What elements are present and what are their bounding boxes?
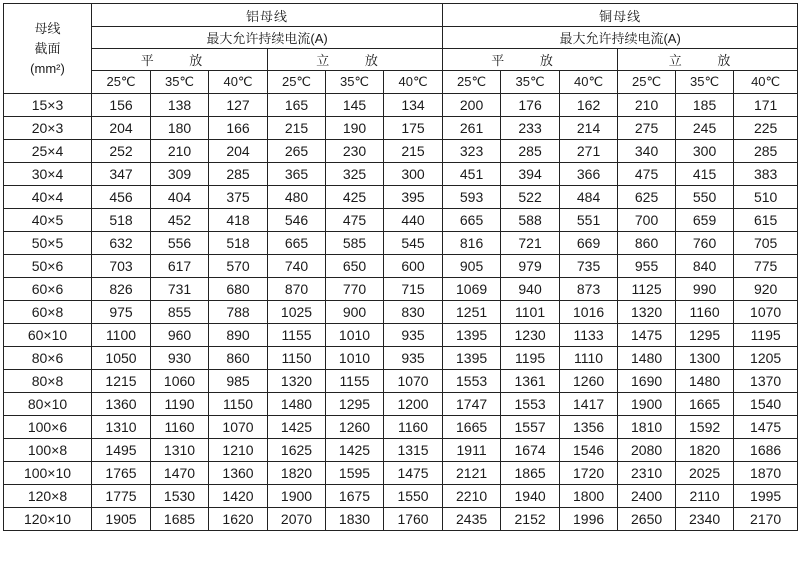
current-value-cell: 1495 <box>92 439 151 462</box>
current-value-cell: 1320 <box>618 301 676 324</box>
current-value-cell: 261 <box>443 117 501 140</box>
section-header <box>4 4 92 94</box>
current-value-cell: 1150 <box>268 347 326 370</box>
current-value-cell: 204 <box>209 140 268 163</box>
current-value-cell: 593 <box>443 186 501 209</box>
current-value-cell: 2210 <box>443 485 501 508</box>
current-value-cell: 1425 <box>268 416 326 439</box>
current-value-cell: 347 <box>92 163 151 186</box>
table-row <box>4 324 798 347</box>
current-value-cell: 669 <box>560 232 618 255</box>
current-value-cell: 546 <box>268 209 326 232</box>
table-row <box>4 94 798 117</box>
current-value-cell: 265 <box>268 140 326 163</box>
current-value-cell: 1010 <box>326 347 384 370</box>
current-value-cell: 1625 <box>268 439 326 462</box>
current-value-cell: 1620 <box>209 508 268 531</box>
current-value-cell: 840 <box>676 255 734 278</box>
current-value-cell: 975 <box>92 301 151 324</box>
current-value-cell: 1070 <box>384 370 443 393</box>
current-value-cell: 2110 <box>676 485 734 508</box>
table-row <box>4 186 798 209</box>
current-value-cell: 550 <box>676 186 734 209</box>
current-value-cell: 1160 <box>384 416 443 439</box>
current-value-cell: 230 <box>326 140 384 163</box>
current-value-cell: 870 <box>268 278 326 301</box>
current-value-cell: 1480 <box>268 393 326 416</box>
busbar-current-table-container <box>3 3 798 531</box>
table-row <box>4 462 798 485</box>
busbar-size-cell: 80×6 <box>4 347 92 370</box>
busbar-size-cell: 30×4 <box>4 163 92 186</box>
current-value-cell: 1553 <box>443 370 501 393</box>
current-value-cell: 1665 <box>443 416 501 439</box>
current-value-cell: 375 <box>209 186 268 209</box>
current-value-cell: 1295 <box>326 393 384 416</box>
current-value-cell: 990 <box>676 278 734 301</box>
current-value-cell: 1190 <box>151 393 209 416</box>
current-value-cell: 1592 <box>676 416 734 439</box>
busbar-size-cell: 25×4 <box>4 140 92 163</box>
current-value-cell: 200 <box>443 94 501 117</box>
table-row <box>4 393 798 416</box>
current-value-cell: 1315 <box>384 439 443 462</box>
current-value-cell: 1295 <box>676 324 734 347</box>
copper-flat-temp-header: 25℃ <box>443 71 501 94</box>
current-value-cell: 1417 <box>560 393 618 416</box>
current-value-cell: 1070 <box>734 301 798 324</box>
current-value-cell: 1480 <box>618 347 676 370</box>
aluminum-busbar-header: 铝母线 <box>92 4 443 27</box>
current-value-cell: 735 <box>560 255 618 278</box>
current-value-cell: 171 <box>734 94 798 117</box>
current-value-cell: 518 <box>209 232 268 255</box>
current-value-cell: 1100 <box>92 324 151 347</box>
copper-vertical-temp-header: 35℃ <box>676 71 734 94</box>
current-value-cell: 2152 <box>501 508 560 531</box>
current-value-cell: 190 <box>326 117 384 140</box>
current-value-cell: 518 <box>92 209 151 232</box>
current-value-cell: 138 <box>151 94 209 117</box>
current-value-cell: 285 <box>734 140 798 163</box>
current-value-cell: 1820 <box>676 439 734 462</box>
busbar-size-cell: 40×5 <box>4 209 92 232</box>
current-value-cell: 1674 <box>501 439 560 462</box>
current-value-cell: 325 <box>326 163 384 186</box>
current-value-cell: 770 <box>326 278 384 301</box>
current-value-cell: 2121 <box>443 462 501 485</box>
current-value-cell: 890 <box>209 324 268 347</box>
current-value-cell: 2310 <box>618 462 676 485</box>
current-value-cell: 2080 <box>618 439 676 462</box>
current-value-cell: 1996 <box>560 508 618 531</box>
current-value-cell: 1070 <box>209 416 268 439</box>
current-value-cell: 1310 <box>151 439 209 462</box>
current-value-cell: 585 <box>326 232 384 255</box>
current-value-cell: 705 <box>734 232 798 255</box>
current-value-cell: 700 <box>618 209 676 232</box>
current-value-cell: 300 <box>384 163 443 186</box>
busbar-size-cell: 60×8 <box>4 301 92 324</box>
copper-max-current-header: 最大允许持续电流(A) <box>443 27 798 49</box>
current-value-cell: 1470 <box>151 462 209 485</box>
current-value-cell: 1480 <box>676 370 734 393</box>
current-value-cell: 1760 <box>384 508 443 531</box>
table-row <box>4 347 798 370</box>
current-value-cell: 1720 <box>560 462 618 485</box>
current-value-cell: 1025 <box>268 301 326 324</box>
current-value-cell: 245 <box>676 117 734 140</box>
current-value-cell: 1395 <box>443 347 501 370</box>
current-value-cell: 204 <box>92 117 151 140</box>
busbar-size-cell: 20×3 <box>4 117 92 140</box>
section-header-unit: (mm²) <box>30 60 65 76</box>
current-value-cell: 1900 <box>618 393 676 416</box>
table-row <box>4 255 798 278</box>
busbar-size-cell: 100×10 <box>4 462 92 485</box>
current-value-cell: 440 <box>384 209 443 232</box>
busbar-size-cell: 50×5 <box>4 232 92 255</box>
table-row <box>4 439 798 462</box>
current-value-cell: 383 <box>734 163 798 186</box>
current-value-cell: 1370 <box>734 370 798 393</box>
current-value-cell: 1310 <box>92 416 151 439</box>
current-value-cell: 309 <box>151 163 209 186</box>
current-value-cell: 418 <box>209 209 268 232</box>
busbar-size-cell: 60×10 <box>4 324 92 347</box>
current-value-cell: 1101 <box>501 301 560 324</box>
aluminum-vertical-temp-header: 25℃ <box>268 71 326 94</box>
current-value-cell: 1215 <box>92 370 151 393</box>
current-value-cell: 1155 <box>268 324 326 347</box>
current-value-cell: 225 <box>734 117 798 140</box>
current-value-cell: 1195 <box>734 324 798 347</box>
current-value-cell: 935 <box>384 324 443 347</box>
table-row <box>4 117 798 140</box>
current-value-cell: 760 <box>676 232 734 255</box>
current-value-cell: 1195 <box>501 347 560 370</box>
current-value-cell: 960 <box>151 324 209 347</box>
current-value-cell: 632 <box>92 232 151 255</box>
current-value-cell: 860 <box>618 232 676 255</box>
current-value-cell: 1940 <box>501 485 560 508</box>
current-value-cell: 2435 <box>443 508 501 531</box>
current-value-cell: 456 <box>92 186 151 209</box>
section-header-line2: 截面 <box>34 40 61 56</box>
current-value-cell: 1775 <box>92 485 151 508</box>
current-value-cell: 1320 <box>268 370 326 393</box>
current-value-cell: 366 <box>560 163 618 186</box>
current-value-cell: 830 <box>384 301 443 324</box>
current-value-cell: 166 <box>209 117 268 140</box>
busbar-size-cell: 80×10 <box>4 393 92 416</box>
current-value-cell: 1260 <box>326 416 384 439</box>
current-value-cell: 665 <box>268 232 326 255</box>
current-value-cell: 425 <box>326 186 384 209</box>
current-value-cell: 214 <box>560 117 618 140</box>
current-value-cell: 979 <box>501 255 560 278</box>
current-value-cell: 860 <box>209 347 268 370</box>
current-value-cell: 1557 <box>501 416 560 439</box>
current-value-cell: 715 <box>384 278 443 301</box>
current-value-cell: 551 <box>560 209 618 232</box>
current-value-cell: 1830 <box>326 508 384 531</box>
table-row <box>4 163 798 186</box>
current-value-cell: 1665 <box>676 393 734 416</box>
table-row <box>4 485 798 508</box>
aluminum-flat-header: 平 放 <box>92 49 268 71</box>
table-row <box>4 209 798 232</box>
copper-flat-temp-header: 40℃ <box>560 71 618 94</box>
current-value-cell: 1546 <box>560 439 618 462</box>
current-value-cell: 1675 <box>326 485 384 508</box>
current-value-cell: 2025 <box>676 462 734 485</box>
current-value-cell: 703 <box>92 255 151 278</box>
current-value-cell: 215 <box>268 117 326 140</box>
current-value-cell: 1425 <box>326 439 384 462</box>
current-value-cell: 323 <box>443 140 501 163</box>
current-value-cell: 233 <box>501 117 560 140</box>
current-value-cell: 615 <box>734 209 798 232</box>
aluminum-vertical-temp-header: 35℃ <box>326 71 384 94</box>
current-value-cell: 215 <box>384 140 443 163</box>
table-row <box>4 278 798 301</box>
busbar-size-cell: 60×6 <box>4 278 92 301</box>
current-value-cell: 275 <box>618 117 676 140</box>
current-value-cell: 1905 <box>92 508 151 531</box>
table-body <box>4 94 798 531</box>
current-value-cell: 1016 <box>560 301 618 324</box>
table-row <box>4 370 798 393</box>
current-value-cell: 480 <box>268 186 326 209</box>
table-row <box>4 301 798 324</box>
current-value-cell: 826 <box>92 278 151 301</box>
busbar-size-cell: 40×4 <box>4 186 92 209</box>
busbar-size-cell: 80×8 <box>4 370 92 393</box>
current-value-cell: 570 <box>209 255 268 278</box>
current-value-cell: 1133 <box>560 324 618 347</box>
current-value-cell: 1125 <box>618 278 676 301</box>
current-value-cell: 252 <box>92 140 151 163</box>
busbar-size-cell: 15×3 <box>4 94 92 117</box>
current-value-cell: 162 <box>560 94 618 117</box>
current-value-cell: 1550 <box>384 485 443 508</box>
aluminum-flat-temp-header: 40℃ <box>209 71 268 94</box>
current-value-cell: 2400 <box>618 485 676 508</box>
current-value-cell: 940 <box>501 278 560 301</box>
current-value-cell: 731 <box>151 278 209 301</box>
copper-flat-header: 平 放 <box>443 49 618 71</box>
current-value-cell: 617 <box>151 255 209 278</box>
busbar-size-cell: 50×6 <box>4 255 92 278</box>
current-value-cell: 1820 <box>268 462 326 485</box>
current-value-cell: 365 <box>268 163 326 186</box>
table-row <box>4 140 798 163</box>
current-value-cell: 180 <box>151 117 209 140</box>
current-value-cell: 1300 <box>676 347 734 370</box>
aluminum-flat-temp-header: 35℃ <box>151 71 209 94</box>
table-row <box>4 508 798 531</box>
table-row <box>4 416 798 439</box>
current-value-cell: 1395 <box>443 324 501 347</box>
current-value-cell: 545 <box>384 232 443 255</box>
current-value-cell: 210 <box>618 94 676 117</box>
current-value-cell: 1160 <box>151 416 209 439</box>
current-value-cell: 134 <box>384 94 443 117</box>
current-value-cell: 930 <box>151 347 209 370</box>
current-value-cell: 1069 <box>443 278 501 301</box>
current-value-cell: 1010 <box>326 324 384 347</box>
current-value-cell: 175 <box>384 117 443 140</box>
current-value-cell: 2170 <box>734 508 798 531</box>
current-value-cell: 451 <box>443 163 501 186</box>
copper-vertical-temp-header: 25℃ <box>618 71 676 94</box>
copper-vertical-temp-header: 40℃ <box>734 71 798 94</box>
current-value-cell: 484 <box>560 186 618 209</box>
current-value-cell: 1110 <box>560 347 618 370</box>
current-value-cell: 1911 <box>443 439 501 462</box>
current-value-cell: 816 <box>443 232 501 255</box>
current-value-cell: 1251 <box>443 301 501 324</box>
current-value-cell: 271 <box>560 140 618 163</box>
current-value-cell: 1810 <box>618 416 676 439</box>
current-value-cell: 1210 <box>209 439 268 462</box>
current-value-cell: 873 <box>560 278 618 301</box>
busbar-size-cell: 100×8 <box>4 439 92 462</box>
current-value-cell: 394 <box>501 163 560 186</box>
current-value-cell: 395 <box>384 186 443 209</box>
current-value-cell: 415 <box>676 163 734 186</box>
current-value-cell: 1800 <box>560 485 618 508</box>
current-value-cell: 1595 <box>326 462 384 485</box>
current-value-cell: 1360 <box>92 393 151 416</box>
current-value-cell: 665 <box>443 209 501 232</box>
current-value-cell: 905 <box>443 255 501 278</box>
current-value-cell: 1765 <box>92 462 151 485</box>
current-value-cell: 900 <box>326 301 384 324</box>
current-value-cell: 955 <box>618 255 676 278</box>
current-value-cell: 855 <box>151 301 209 324</box>
current-value-cell: 1540 <box>734 393 798 416</box>
current-value-cell: 775 <box>734 255 798 278</box>
busbar-size-cell: 120×10 <box>4 508 92 531</box>
current-value-cell: 475 <box>618 163 676 186</box>
current-value-cell: 1690 <box>618 370 676 393</box>
current-value-cell: 452 <box>151 209 209 232</box>
current-value-cell: 588 <box>501 209 560 232</box>
current-value-cell: 680 <box>209 278 268 301</box>
current-value-cell: 1475 <box>734 416 798 439</box>
current-value-cell: 1356 <box>560 416 618 439</box>
current-value-cell: 1205 <box>734 347 798 370</box>
current-value-cell: 1870 <box>734 462 798 485</box>
current-value-cell: 556 <box>151 232 209 255</box>
current-value-cell: 1865 <box>501 462 560 485</box>
aluminum-max-current-header: 最大允许持续电流(A) <box>92 27 443 49</box>
current-value-cell: 788 <box>209 301 268 324</box>
current-value-cell: 1050 <box>92 347 151 370</box>
busbar-current-table <box>3 3 798 531</box>
current-value-cell: 659 <box>676 209 734 232</box>
current-value-cell: 404 <box>151 186 209 209</box>
current-value-cell: 522 <box>501 186 560 209</box>
current-value-cell: 285 <box>501 140 560 163</box>
current-value-cell: 127 <box>209 94 268 117</box>
current-value-cell: 935 <box>384 347 443 370</box>
current-value-cell: 985 <box>209 370 268 393</box>
current-value-cell: 1230 <box>501 324 560 347</box>
current-value-cell: 156 <box>92 94 151 117</box>
current-value-cell: 1900 <box>268 485 326 508</box>
current-value-cell: 1553 <box>501 393 560 416</box>
current-value-cell: 145 <box>326 94 384 117</box>
current-value-cell: 1475 <box>384 462 443 485</box>
current-value-cell: 1686 <box>734 439 798 462</box>
current-value-cell: 1155 <box>326 370 384 393</box>
current-value-cell: 1995 <box>734 485 798 508</box>
current-value-cell: 2340 <box>676 508 734 531</box>
current-value-cell: 1475 <box>618 324 676 347</box>
current-value-cell: 600 <box>384 255 443 278</box>
copper-busbar-header: 铜母线 <box>443 4 798 27</box>
current-value-cell: 721 <box>501 232 560 255</box>
current-value-cell: 625 <box>618 186 676 209</box>
current-value-cell: 510 <box>734 186 798 209</box>
current-value-cell: 2650 <box>618 508 676 531</box>
current-value-cell: 475 <box>326 209 384 232</box>
current-value-cell: 1150 <box>209 393 268 416</box>
current-value-cell: 165 <box>268 94 326 117</box>
current-value-cell: 920 <box>734 278 798 301</box>
aluminum-vertical-header: 立 放 <box>268 49 443 71</box>
current-value-cell: 1160 <box>676 301 734 324</box>
current-value-cell: 1060 <box>151 370 209 393</box>
section-header-line1: 母线 <box>34 20 61 36</box>
current-value-cell: 176 <box>501 94 560 117</box>
current-value-cell: 285 <box>209 163 268 186</box>
current-value-cell: 1530 <box>151 485 209 508</box>
current-value-cell: 1360 <box>209 462 268 485</box>
temperature-header-row <box>4 71 798 94</box>
current-value-cell: 1747 <box>443 393 501 416</box>
current-value-cell: 1420 <box>209 485 268 508</box>
current-value-cell: 1685 <box>151 508 209 531</box>
busbar-size-cell: 100×6 <box>4 416 92 439</box>
copper-vertical-header: 立 放 <box>618 49 798 71</box>
current-value-cell: 1200 <box>384 393 443 416</box>
busbar-size-cell: 120×8 <box>4 485 92 508</box>
current-value-cell: 740 <box>268 255 326 278</box>
current-value-cell: 340 <box>618 140 676 163</box>
table-row <box>4 232 798 255</box>
aluminum-vertical-temp-header: 40℃ <box>384 71 443 94</box>
aluminum-flat-temp-header: 25℃ <box>92 71 151 94</box>
current-value-cell: 300 <box>676 140 734 163</box>
current-value-cell: 185 <box>676 94 734 117</box>
current-value-cell: 210 <box>151 140 209 163</box>
current-value-cell: 1361 <box>501 370 560 393</box>
copper-flat-temp-header: 35℃ <box>501 71 560 94</box>
current-value-cell: 2070 <box>268 508 326 531</box>
current-value-cell: 650 <box>326 255 384 278</box>
current-value-cell: 1260 <box>560 370 618 393</box>
